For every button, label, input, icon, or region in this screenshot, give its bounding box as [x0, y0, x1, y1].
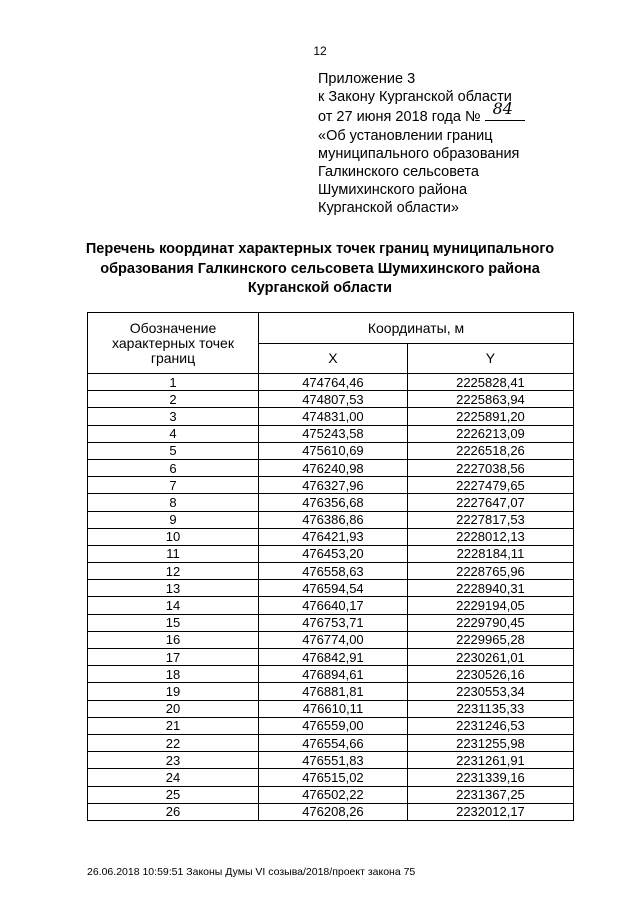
point-number: 23 — [88, 752, 259, 769]
table-row — [88, 494, 574, 511]
point-number: 17 — [88, 649, 259, 666]
coord-x: 476640,17 — [259, 597, 408, 614]
table-row — [88, 511, 574, 528]
coord-x: 474831,00 — [259, 408, 408, 425]
point-number: 7 — [88, 477, 259, 494]
annex-block — [318, 70, 525, 218]
annex-line: муниципального образования — [318, 145, 520, 162]
table-row — [88, 459, 574, 476]
point-number: 9 — [88, 511, 259, 528]
point-number: 15 — [88, 614, 259, 631]
coord-y: 2225863,94 — [407, 391, 573, 408]
annex-line: к Закону Курганской области — [318, 89, 512, 106]
table-row — [88, 734, 574, 751]
coord-x: 476515,02 — [259, 769, 408, 786]
table-row — [88, 769, 574, 786]
point-number: 13 — [88, 580, 259, 597]
table-row — [88, 563, 574, 580]
title-line: Перечень координат характерных точек границ муниципального — [85, 241, 555, 257]
coord-y: 2228940,31 — [407, 580, 573, 597]
point-number: 8 — [88, 494, 259, 511]
coord-y: 2227038,56 — [407, 459, 573, 476]
annex-line: Шумихинского района — [318, 182, 468, 199]
coord-y: 2231255,98 — [407, 734, 573, 751]
coord-x: 476551,83 — [259, 752, 408, 769]
table-row — [88, 631, 574, 648]
coord-y: 2226213,09 — [407, 425, 573, 442]
coord-y: 2230526,16 — [407, 666, 573, 683]
column-header-x: X — [259, 343, 408, 374]
coordinates-table — [87, 312, 574, 821]
point-number: 5 — [88, 442, 259, 459]
coord-y: 2232012,17 — [407, 803, 573, 820]
point-number: 1 — [88, 374, 259, 391]
table-row — [88, 666, 574, 683]
coord-x: 476842,91 — [259, 649, 408, 666]
column-header-point-label: Обозначение характерных точек границ — [88, 313, 259, 374]
table-row — [88, 683, 574, 700]
title-line: образования Галкинского сельсовета Шумихинского района — [100, 260, 540, 277]
column-header-coordinates: Координаты, м — [259, 313, 574, 344]
coord-x: 476208,26 — [259, 803, 408, 820]
coord-y: 2230261,01 — [407, 649, 573, 666]
coord-x: 476386,86 — [259, 511, 408, 528]
coord-y: 2227817,53 — [407, 511, 573, 528]
coord-x: 475610,69 — [259, 442, 408, 459]
point-number: 3 — [88, 408, 259, 425]
annex-line: Курганской области» — [318, 200, 459, 217]
coord-y: 2226518,26 — [407, 442, 573, 459]
coord-y: 2231135,33 — [407, 700, 573, 717]
title-line: Курганской области — [247, 280, 393, 296]
table-row — [88, 597, 574, 614]
law-number-field — [485, 99, 525, 121]
coord-x: 476554,66 — [259, 734, 408, 751]
point-number: 22 — [88, 734, 259, 751]
point-number: 21 — [88, 717, 259, 734]
table-row — [88, 528, 574, 545]
point-number: 6 — [88, 459, 259, 476]
point-number: 25 — [88, 786, 259, 803]
coord-y: 2230553,34 — [407, 683, 573, 700]
point-number: 26 — [88, 803, 259, 820]
point-number: 19 — [88, 683, 259, 700]
point-number: 24 — [88, 769, 259, 786]
coord-y: 2231261,91 — [407, 752, 573, 769]
coord-x: 474807,53 — [259, 391, 408, 408]
coord-x: 476559,00 — [259, 717, 408, 734]
table-row — [88, 786, 574, 803]
coord-y: 2228765,96 — [407, 563, 573, 580]
table-row — [88, 614, 574, 631]
annex-line-date — [318, 99, 525, 126]
coord-x: 476453,20 — [259, 545, 408, 562]
coord-y: 2227647,07 — [407, 494, 573, 511]
table-row — [88, 700, 574, 717]
table-row — [88, 717, 574, 734]
table-row — [88, 374, 574, 391]
table-row — [88, 580, 574, 597]
coord-y: 2225891,20 — [407, 408, 573, 425]
coord-y: 2231339,16 — [407, 769, 573, 786]
coord-y: 2225828,41 — [407, 374, 573, 391]
coord-y: 2229194,05 — [407, 597, 573, 614]
point-number: 16 — [88, 631, 259, 648]
annex-line: «Об установлении границ — [318, 127, 493, 144]
annex-date-text: от 27 июня 2018 года № — [318, 109, 481, 126]
point-number: 12 — [88, 563, 259, 580]
point-number: 2 — [88, 391, 259, 408]
coord-x: 476881,81 — [259, 683, 408, 700]
law-number-handwritten: 84 — [492, 99, 513, 119]
table-row — [88, 391, 574, 408]
annex-line: Галкинского сельсовета — [318, 164, 479, 181]
document-footer: 26.06.2018 10:59:51 Законы Думы VI созыва/2018/проект закона 75 — [87, 866, 416, 878]
coord-x: 476240,98 — [259, 459, 408, 476]
coord-y: 2231246,53 — [407, 717, 573, 734]
coord-y: 2229965,28 — [407, 631, 573, 648]
point-number: 10 — [88, 528, 259, 545]
column-header-y: Y — [407, 343, 573, 374]
coord-x: 476774,00 — [259, 631, 408, 648]
coord-y: 2231367,25 — [407, 786, 573, 803]
coord-x: 476610,11 — [259, 700, 408, 717]
coord-y: 2228184,11 — [407, 545, 573, 562]
coord-x: 476356,68 — [259, 494, 408, 511]
annex-line: Приложение 3 — [318, 71, 416, 87]
point-number: 20 — [88, 700, 259, 717]
point-number: 18 — [88, 666, 259, 683]
page-number: 12 — [313, 44, 327, 58]
coord-y: 2227479,65 — [407, 477, 573, 494]
table-row — [88, 425, 574, 442]
table-row — [88, 545, 574, 562]
table-row — [88, 803, 574, 820]
coord-x: 476894,61 — [259, 666, 408, 683]
table-row — [88, 752, 574, 769]
coord-x: 476502,22 — [259, 786, 408, 803]
coord-x: 476753,71 — [259, 614, 408, 631]
table-row — [88, 442, 574, 459]
document-title — [0, 240, 640, 299]
coord-x: 476421,93 — [259, 528, 408, 545]
table-row — [88, 649, 574, 666]
point-number: 14 — [88, 597, 259, 614]
coord-x: 475243,58 — [259, 425, 408, 442]
coord-x: 474764,46 — [259, 374, 408, 391]
coord-y: 2228012,13 — [407, 528, 573, 545]
coord-y: 2229790,45 — [407, 614, 573, 631]
point-number: 4 — [88, 425, 259, 442]
point-number: 11 — [88, 545, 259, 562]
table-row — [88, 477, 574, 494]
coord-x: 476558,63 — [259, 563, 408, 580]
coord-x: 476327,96 — [259, 477, 408, 494]
coord-x: 476594,54 — [259, 580, 408, 597]
table-row — [88, 408, 574, 425]
